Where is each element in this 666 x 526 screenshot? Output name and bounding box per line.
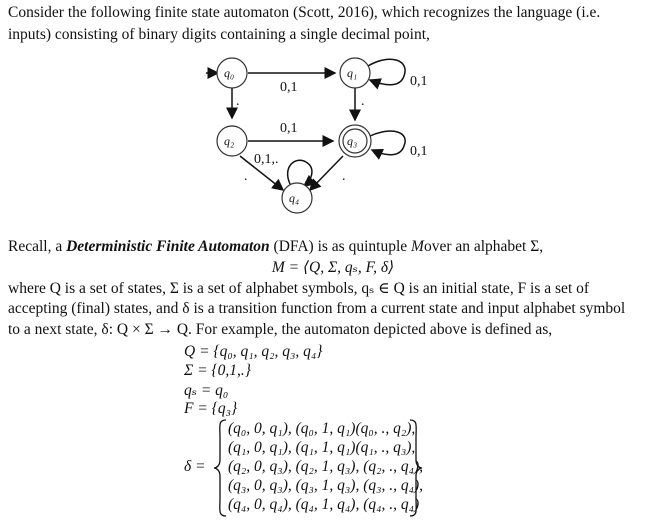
label-q2-q4: 0,1,.: [254, 152, 279, 167]
intro-line-2: inputs) consisting of binary digits containing a single decimal point,: [8, 26, 430, 43]
edge-q1-loop: [368, 59, 405, 85]
label-q0-q1: 0,1: [280, 80, 298, 95]
dfa-term: Deterministic Finite Automaton: [66, 238, 270, 255]
delta-row-4: (q₃, 0, q₃), (q₃, 1, q₃), (q₃, ., q₄),: [228, 477, 424, 494]
def-Sigma: Σ = {0,1,.}: [184, 362, 251, 379]
edge-q4-loop: [288, 160, 312, 186]
def-Q: Q = {q₀, q₁, q₂, q₃, q₄}: [184, 343, 323, 360]
label-q1-loop: 0,1: [410, 74, 428, 89]
delta-label: δ =: [184, 458, 206, 475]
recall-line-3: where Q is a set of states, Σ is a set of alphabet symbols, qₛ ∈ Q is an initial state, F is a set of: [8, 280, 590, 297]
recall-line-1: [8, 238, 543, 256]
label-dot-q2-q4: .: [244, 169, 248, 184]
svg-text:q₃: q₃: [347, 134, 358, 148]
recall-M: M: [411, 238, 424, 255]
def-qs: qₛ = q₀: [184, 382, 229, 399]
label-dot-q1-q3: .: [361, 94, 365, 109]
left-brace: [212, 418, 228, 518]
delta-row-3: (q₂, 0, q₃), (q₂, 1, q₃), (q₂, ., q₄),: [228, 458, 424, 475]
label-dot-q3-q4: .: [342, 169, 346, 184]
svg-text:q₄: q₄: [289, 191, 300, 205]
edge-q3-loop: [370, 131, 405, 155]
delta-row-1: (q₀, 0, q₁), (q₀, 1, q₁)(q₀, ., q₂),: [228, 420, 416, 437]
label-dot-q0-q2: .: [236, 94, 240, 109]
state-q4: [282, 183, 312, 213]
intro-line-1: Consider the following finite state automaton (Scott, 2016), which recognizes the language (i.e.: [8, 4, 601, 21]
state-q0: [217, 58, 247, 88]
def-F: F = {q₃}: [184, 400, 238, 417]
state-q1: [340, 58, 370, 88]
edge-q3-q4: [310, 156, 343, 190]
recall-text-a: Recall, a: [8, 238, 67, 255]
delta-row-2: (q₁, 0, q₁), (q₁, 1, q₁)(q₁, ., q₃),: [228, 439, 416, 456]
automaton-diagram: [0, 48, 666, 218]
recall-line-5: to a next state, δ: Q × Σ → Q. For example, the automaton depicted above is defined as,: [8, 321, 553, 338]
recall-text-e: over an alphabet Σ,: [423, 238, 544, 255]
label-q3-loop: 0,1: [410, 144, 428, 159]
svg-text:q₁: q₁: [347, 66, 358, 80]
quintuple-formula: M = ⟨Q, Σ, qₛ, F, δ⟩: [271, 259, 395, 276]
recall-line-4: accepting (final) states, and δ is a transition function from a current state and input alphabet symbol: [8, 300, 626, 317]
svg-text:q₀: q₀: [224, 66, 235, 80]
recall-text-c: (DFA) is as quintuple: [269, 238, 412, 255]
label-q2-q3: 0,1: [280, 121, 298, 136]
state-q3: [339, 125, 371, 157]
delta-row-5: (q₄, 0, q₄), (q₄, 1, q₄), (q₄, ., q₄): [228, 496, 420, 513]
state-q2: [217, 126, 247, 156]
svg-text:q₂: q₂: [224, 134, 235, 148]
